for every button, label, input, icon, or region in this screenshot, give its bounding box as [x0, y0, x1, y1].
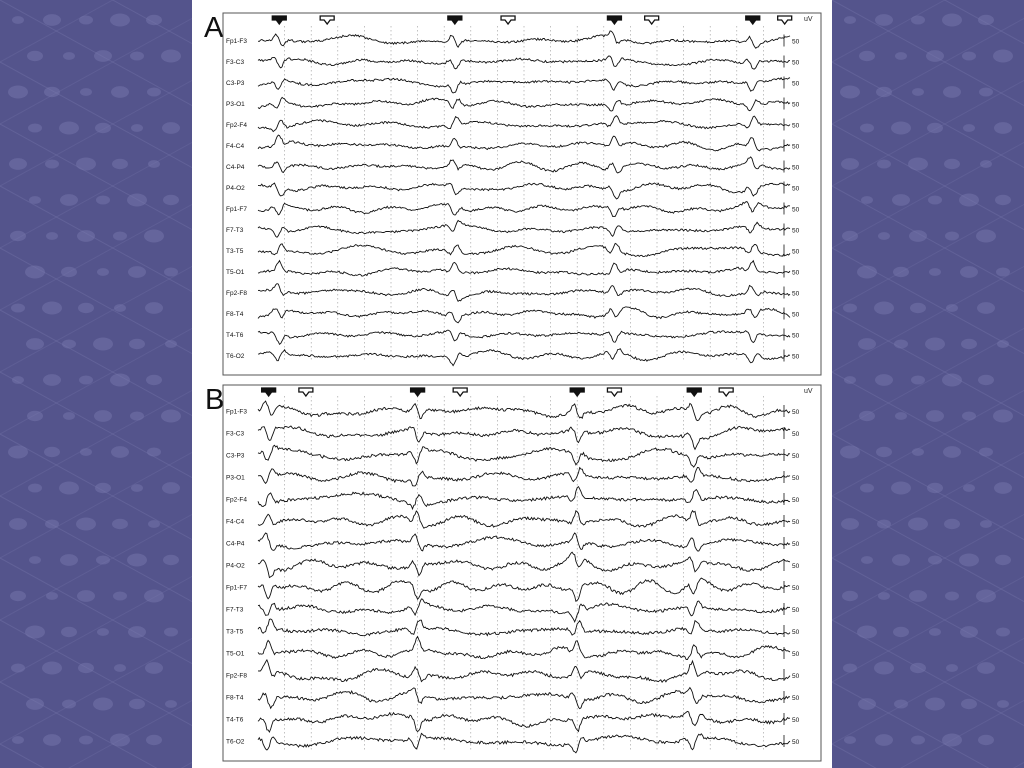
scale-value-label: 50: [792, 409, 800, 416]
scale-value-label: 50: [792, 695, 800, 702]
scale-value-label: 50: [792, 311, 800, 319]
scale-value-label: 50: [792, 673, 800, 680]
scale-value-label: 50: [792, 651, 800, 658]
filled-down-arrow-icon: [272, 16, 286, 24]
eeg-traces-b: [222, 384, 822, 762]
channel-label: F4-C4: [226, 143, 245, 150]
filled-down-arrow-icon: [448, 16, 462, 24]
scale-value-label: 50: [792, 453, 800, 460]
unit-label: uV: [804, 388, 813, 395]
channel-label: Fp1-F7: [226, 584, 247, 592]
channel-label: P3-O1: [226, 101, 245, 108]
channel-label: P4-O2: [226, 185, 245, 192]
eeg-trace: [258, 688, 790, 709]
filled-down-arrow-icon: [607, 16, 621, 24]
eeg-panel-a: [222, 12, 822, 381]
panel-a-label: A: [204, 12, 224, 44]
panel-b-label: B: [205, 384, 225, 416]
scale-value-label: 50: [792, 248, 800, 256]
channel-label: P3-O1: [226, 474, 245, 482]
scale-value-label: 50: [792, 497, 800, 504]
channel-label: T5-O1: [226, 269, 245, 276]
channel-label: F8-T4: [226, 694, 244, 702]
filled-down-arrow-icon: [687, 388, 701, 396]
scale-value-label: 50: [792, 541, 800, 548]
left-pattern: [0, 0, 192, 768]
open-down-arrow-icon: [299, 388, 313, 396]
open-down-arrow-icon: [607, 388, 621, 396]
eeg-trace: [258, 487, 790, 509]
eeg-traces-a: [222, 12, 822, 376]
scale-value-label: 50: [792, 101, 800, 109]
scale-value-label: 50: [792, 122, 800, 130]
open-down-arrow-icon: [501, 16, 515, 24]
filled-down-arrow-icon: [570, 388, 584, 396]
scale-value-label: 50: [792, 607, 800, 614]
channel-label: T4-T6: [226, 332, 244, 339]
channel-label: F7-T3: [226, 606, 244, 614]
filled-down-arrow-icon: [746, 16, 760, 24]
panel-frame: [223, 385, 821, 761]
unit-label: uV: [804, 16, 813, 23]
eeg-trace: [258, 578, 790, 601]
channel-label: P4-O2: [226, 562, 245, 570]
filled-down-arrow-icon: [411, 388, 425, 396]
scale-value-label: 50: [792, 185, 800, 193]
scale-value-label: 50: [792, 269, 800, 277]
scale-value-label: 50: [792, 431, 800, 438]
scale-value-label: 50: [792, 206, 800, 214]
channel-label: T6-O2: [226, 738, 245, 746]
eeg-trace: [258, 660, 790, 682]
scale-value-label: 50: [792, 164, 800, 172]
channel-label: F8-T4: [226, 311, 244, 318]
open-down-arrow-icon: [778, 16, 792, 24]
channel-label: F7-T3: [226, 227, 244, 234]
open-down-arrow-icon: [453, 388, 467, 396]
scale-value-label: 50: [792, 80, 800, 88]
scale-value-label: 50: [792, 227, 800, 235]
channel-label: Fp2-F4: [226, 122, 247, 129]
channel-label: T4-T6: [226, 716, 244, 724]
channel-label: Fp2-F8: [226, 290, 247, 297]
time-gridlines: [285, 396, 764, 750]
channel-label: F4-C4: [226, 518, 245, 526]
channel-label: F3-C3: [226, 430, 245, 438]
eeg-trace: [258, 31, 790, 48]
right-pattern: [832, 0, 1024, 768]
channel-label: Fp1-F7: [226, 206, 247, 213]
channel-label: T3-T5: [226, 628, 244, 636]
channel-label: Fp1-F3: [226, 408, 247, 416]
channel-label: T5-O1: [226, 650, 245, 658]
scale-value-label: 50: [792, 332, 800, 340]
scale-value-label: 50: [792, 143, 800, 151]
channel-label: T3-T5: [226, 248, 244, 255]
channel-label: C3-P3: [226, 452, 245, 460]
channel-label: F3-C3: [226, 59, 245, 66]
channel-label: Fp1-F3: [226, 38, 247, 45]
open-down-arrow-icon: [320, 16, 334, 24]
channel-label: T6-O2: [226, 353, 245, 360]
scale-value-label: 50: [792, 59, 800, 67]
open-down-arrow-icon: [645, 16, 659, 24]
channel-label: Fp2-F4: [226, 496, 247, 504]
eeg-trace: [258, 599, 790, 622]
filled-down-arrow-icon: [262, 388, 276, 396]
scale-value-label: 50: [792, 38, 800, 46]
scale-value-label: 50: [792, 519, 800, 526]
channel-label: C3-P3: [226, 80, 245, 87]
scale-value-label: 50: [792, 353, 800, 361]
scale-value-label: 50: [792, 739, 800, 746]
scale-value-label: 50: [792, 717, 800, 724]
eeg-panel-b: [222, 384, 822, 767]
scale-value-label: 50: [792, 629, 800, 636]
open-down-arrow-icon: [719, 388, 733, 396]
channel-label: C4-P4: [226, 540, 245, 548]
channel-label: C4-P4: [226, 164, 245, 171]
scale-value-label: 50: [792, 290, 800, 298]
panel-frame: [223, 13, 821, 375]
scale-value-label: 50: [792, 475, 800, 482]
scale-value-label: 50: [792, 585, 800, 592]
scale-value-label: 50: [792, 563, 800, 570]
channel-label: Fp2-F8: [226, 672, 247, 680]
